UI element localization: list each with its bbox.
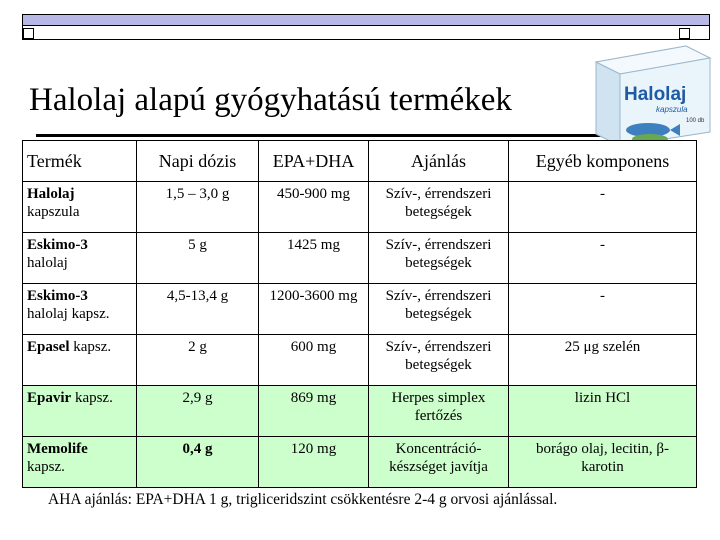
decor-square: [23, 28, 34, 39]
header-recommendation: Ajánlás: [369, 141, 509, 182]
table-row: [23, 437, 697, 488]
recommendation: Szív-, érrendszeri betegségek: [369, 182, 509, 233]
header-product: Termék: [23, 141, 137, 182]
slide-title: Halolaj alapú gyógyhatású termékek: [29, 82, 512, 118]
epa-dha-amount: 450-900 mg: [259, 182, 369, 233]
product-name: Halolaj kapszula: [23, 182, 137, 233]
recommendation: Szív-, érrendszeri betegségek: [369, 335, 509, 386]
other-components: 25 μg szelén: [509, 335, 697, 386]
daily-dose: 5 g: [137, 233, 259, 284]
title-bar-band: [23, 15, 709, 26]
epa-dha-amount: 869 mg: [259, 386, 369, 437]
decor-square: [679, 28, 690, 39]
recommendation: Szív-, érrendszeri betegségek: [369, 284, 509, 335]
daily-dose: 0,4 g: [137, 437, 259, 488]
other-components: borágo olaj, lecitin, β- karotin: [509, 437, 697, 488]
recommendation: Koncentráció- készséget javítja: [369, 437, 509, 488]
table-row: [23, 182, 697, 233]
halolaj-package-image: [590, 40, 714, 150]
other-components: -: [509, 182, 697, 233]
product-name: Eskimo-3 halolaj kapsz.: [23, 284, 137, 335]
package-brand: Halolaj: [624, 84, 687, 105]
epa-dha-amount: 600 mg: [259, 335, 369, 386]
table-row: [23, 335, 697, 386]
table-row: [23, 233, 697, 284]
epa-dha-amount: 1200-3600 mg: [259, 284, 369, 335]
header-dose: Napi dózis: [137, 141, 259, 182]
daily-dose: 4,5-13,4 g: [137, 284, 259, 335]
table-row: [23, 284, 697, 335]
table-row: [23, 386, 697, 437]
epa-dha-amount: 120 mg: [259, 437, 369, 488]
title-underline: [36, 134, 601, 137]
package-sub: kapszula: [656, 105, 688, 114]
other-components: lizin HCl: [509, 386, 697, 437]
daily-dose: 2 g: [137, 335, 259, 386]
other-components: -: [509, 233, 697, 284]
product-name: Eskimo-3 halolaj: [23, 233, 137, 284]
daily-dose: 2,9 g: [137, 386, 259, 437]
footnote: AHA ajánlás: EPA+DHA 1 g, trigliceridszint csökkentésre 2-4 g orvosi ajánlással.: [48, 491, 558, 508]
product-name: Epavir kapsz.: [23, 386, 137, 437]
header-other-components: Egyéb komponens: [509, 141, 697, 182]
header-epa-dha: EPA+DHA: [259, 141, 369, 182]
title-bar-decoration: [22, 14, 710, 40]
other-components: -: [509, 284, 697, 335]
table-header-row: [23, 141, 697, 182]
package-count: 100 db: [686, 118, 705, 124]
daily-dose: 1,5 – 3,0 g: [137, 182, 259, 233]
products-table: [22, 140, 697, 488]
recommendation: Herpes simplex fertőzés: [369, 386, 509, 437]
epa-dha-amount: 1425 mg: [259, 233, 369, 284]
recommendation: Szív-, érrendszeri betegségek: [369, 233, 509, 284]
product-name: Epasel kapsz.: [23, 335, 137, 386]
product-name: Memolife kapsz.: [23, 437, 137, 488]
